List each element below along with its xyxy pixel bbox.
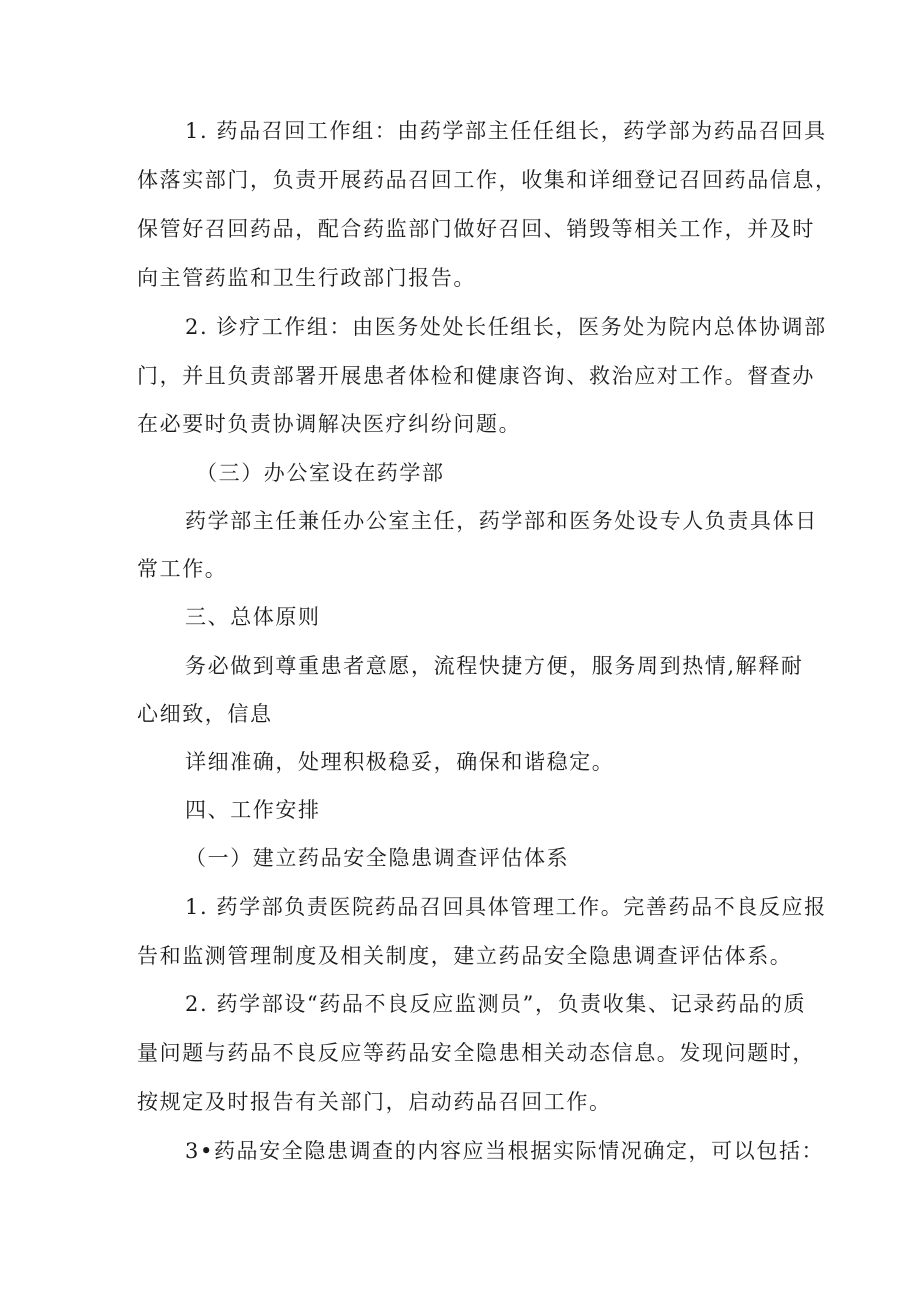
paragraph-line: 2. 药学部设“药品不良反应监测员”，负责收集、记录药品的质 bbox=[185, 992, 807, 1016]
paragraph-line: 3•药品安全隐患调查的内容应当根据实际情况确定，可以包括： bbox=[185, 1139, 825, 1163]
section-heading: （一）建立药品安全隐患调查评估体系 bbox=[185, 846, 570, 870]
paragraph-line: 告和监测管理制度及相关制度，建立药品安全隐患调查评估体系。 bbox=[137, 944, 793, 968]
paragraph-line: 门，并且负责部署开展患者体检和健康咨询、救治应对工作。督查办 bbox=[137, 364, 815, 388]
paragraph-line: 1. 药品召回工作组：由药学部主任任组长，药学部为药品召回具 bbox=[185, 119, 827, 143]
paragraph-line: 按规定及时报告有关部门，启动药品召回工作。 bbox=[137, 1090, 612, 1114]
paragraph-line: 在必要时负责协调解决医疗纠纷问题。 bbox=[137, 412, 522, 436]
paragraph-line: 2. 诊疗工作组：由医务处处长任组长，医务处为院内总体协调部 bbox=[185, 315, 827, 339]
paragraph-line: 常工作。 bbox=[137, 557, 228, 581]
paragraph-line: 务必做到尊重患者意愿，流程快捷方便，服务周到热情,解释耐 bbox=[185, 654, 804, 678]
paragraph-line: 体落实部门，负责开展药品召回工作，收集和详细登记召回药品信息， bbox=[137, 168, 838, 192]
section-heading: 三、总体原则 bbox=[185, 605, 321, 629]
paragraph-line: 保管好召回药品，配合药监部门做好召回、销毁等相关工作，并及时 bbox=[137, 217, 815, 241]
paragraph-line: 药学部主任兼任办公室主任，药学部和医务处设专人负责具体日 bbox=[185, 509, 818, 533]
paragraph-line: 量问题与药品不良反应等药品安全隐患相关动态信息。发现问题时， bbox=[137, 1041, 815, 1065]
section-heading: （三）办公室设在药学部 bbox=[196, 461, 445, 485]
section-heading: 四、工作安排 bbox=[185, 798, 321, 822]
paragraph-line: 心细致，信息 bbox=[137, 702, 273, 726]
paragraph-line: 向主管药监和卫生行政部门报告。 bbox=[137, 266, 476, 290]
paragraph-line: 1. 药学部负责医院药品召回具体管理工作。完善药品不良反应报 bbox=[185, 895, 827, 919]
paragraph-line: 详细准确，处理积极稳妥，确保和谐稳定。 bbox=[185, 750, 615, 774]
